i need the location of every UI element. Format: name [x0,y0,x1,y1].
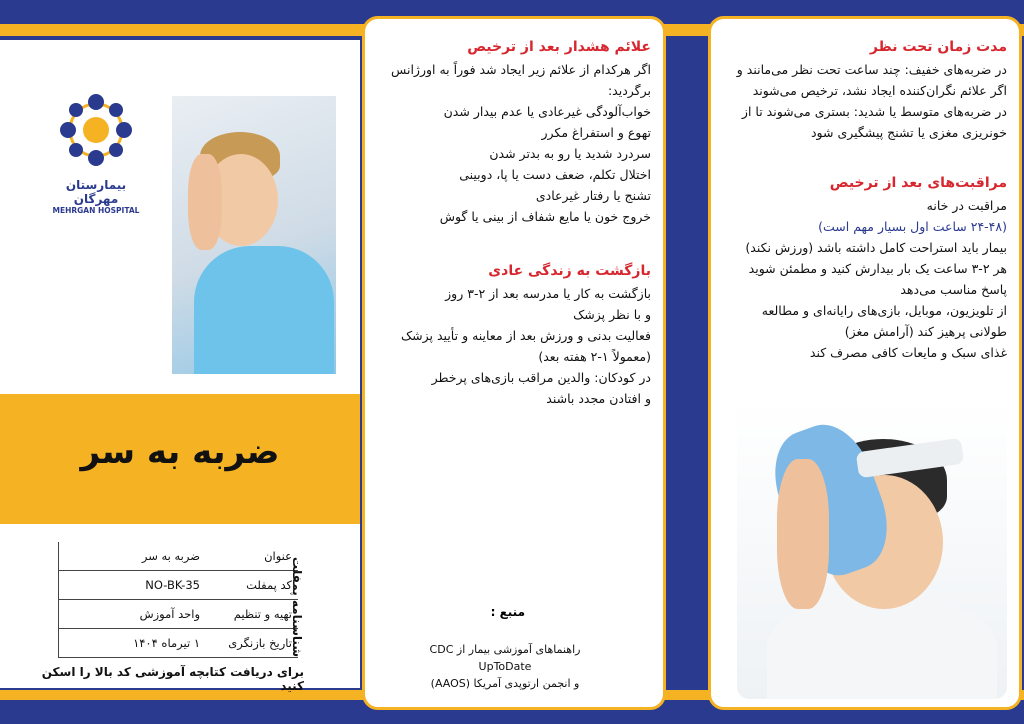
warning-line: سردرد شدید یا رو به بدتر شدن [489,146,651,161]
right-panel [708,16,1022,710]
return-line: فعالیت بدنی و ورزش بعد از معاینه و تأیید پزشک [400,328,651,343]
observation-line: در ضربه‌های خفیف: چند ساعت تحت نظر می‌مانند و [736,62,1007,77]
warning-line: اگر هرکدام از علائم زیر ایجاد شد فوراً به اورژانس [391,62,651,77]
return-line: و افتادن مجدد باشند [546,391,651,406]
warning-heading: علائم هشدار بعد از ترخیص [467,39,651,55]
table-row: عنوان ضربه به سر [59,542,299,571]
warning-line: خروج خون یا مایع شفاف از بینی یا گوش [439,209,651,224]
return-section [379,263,651,409]
warning-line: برگردید: [607,83,651,98]
source-label: منبع : [490,605,525,619]
care-highlight: (۲۴-۴۸ ساعت اول بسیار مهم است) [818,219,1007,234]
warning-section [379,39,651,227]
table-row: تاریخ بازنگری ۱ تیرماه ۱۴۰۴ [59,629,299,658]
source-line: راهنماهای آموزشی بیمار از CDC [429,643,581,656]
table-row: کد پمفلت NO-BK-35 [59,571,299,600]
scan-note: برای دریافت کتابچه آموزشی کد بالا را اسکن کنید [41,665,304,693]
observation-section [723,39,1007,143]
source-section [385,641,625,692]
observation-heading: مدت زمان تحت نظر [869,39,1007,55]
middle-panel [362,16,666,710]
care-line: طولانی پرهیز کند (آرامش مغز) [844,324,1007,339]
cover-title-box [0,394,360,524]
cover-panel [0,40,360,693]
warning-line: تهوع و استفراغ مکرر [541,125,651,140]
warning-line: خواب‌آلودگی غیرعادی یا عدم بیدار شدن [443,104,651,119]
care-line: پاسخ مناسب می‌دهد [900,282,1007,297]
care-heading: مراقبت‌های بعد از ترخیص [829,175,1007,191]
child-headache-photo [172,96,336,374]
care-line: هر ۲-۳ ساعت یک بار بیدارش کنید و مطمئن شوید [748,261,1007,276]
source-line: و انجمن ارتوپدی آمریکا (AAOS) [430,677,580,690]
hospital-logo [48,92,144,215]
care-line: از تلویزیون، موبایل، بازی‌های رایانه‌ای و مطالعه [761,303,1007,318]
return-heading: بازگشت به زندگی عادی [488,263,651,279]
care-intro: مراقبت در خانه [926,198,1007,213]
care-line: بیمار باید استراحت کامل داشته باشد (ورزش نکند) [745,240,1007,255]
pamphlet-info-table [58,542,298,658]
info-vertical-label: شناسنامه پمفلت [290,556,304,658]
cover-title: ضربه به سر [80,432,280,472]
logo-text-en: MEHRGAN HOSPITAL [52,206,140,215]
care-section [723,175,1007,363]
return-line: (معمولاً ۱-۲ هفته بعد) [538,349,651,364]
child-icepack-photo [737,399,1007,699]
observation-line: خونریزی مغزی یا تشنج پیشگیری شود [810,125,1007,140]
return-line: و با نظر پزشک [573,307,651,322]
source-line: UpToDate [478,660,532,673]
return-line: در کودکان: والدین مراقب بازی‌های پرخطر [431,370,651,385]
table-row: تهیه و تنظیم واحد آموزش [59,600,299,629]
return-line: بازگشت به کار یا مدرسه بعد از ۲-۳ روز [445,286,651,301]
warning-line: اختلال تکلم، ضعف دست یا پا، دوبینی [459,167,651,182]
observation-line: در ضربه‌های متوسط یا شدید: بستری می‌شوند تا از [741,104,1007,119]
pamphlet-info [58,542,318,658]
observation-line: اگر علائم نگران‌کننده ایجاد نشد، ترخیص می‌شوند [752,83,1007,98]
warning-line: تشنج یا رفتار غیرعادی [535,188,651,203]
logo-emblem-icon [48,92,144,172]
care-line: غذای سبک و مایعات کافی مصرف کند [809,345,1007,360]
logo-text-fa: بیمارستان مهرگان [65,178,127,206]
